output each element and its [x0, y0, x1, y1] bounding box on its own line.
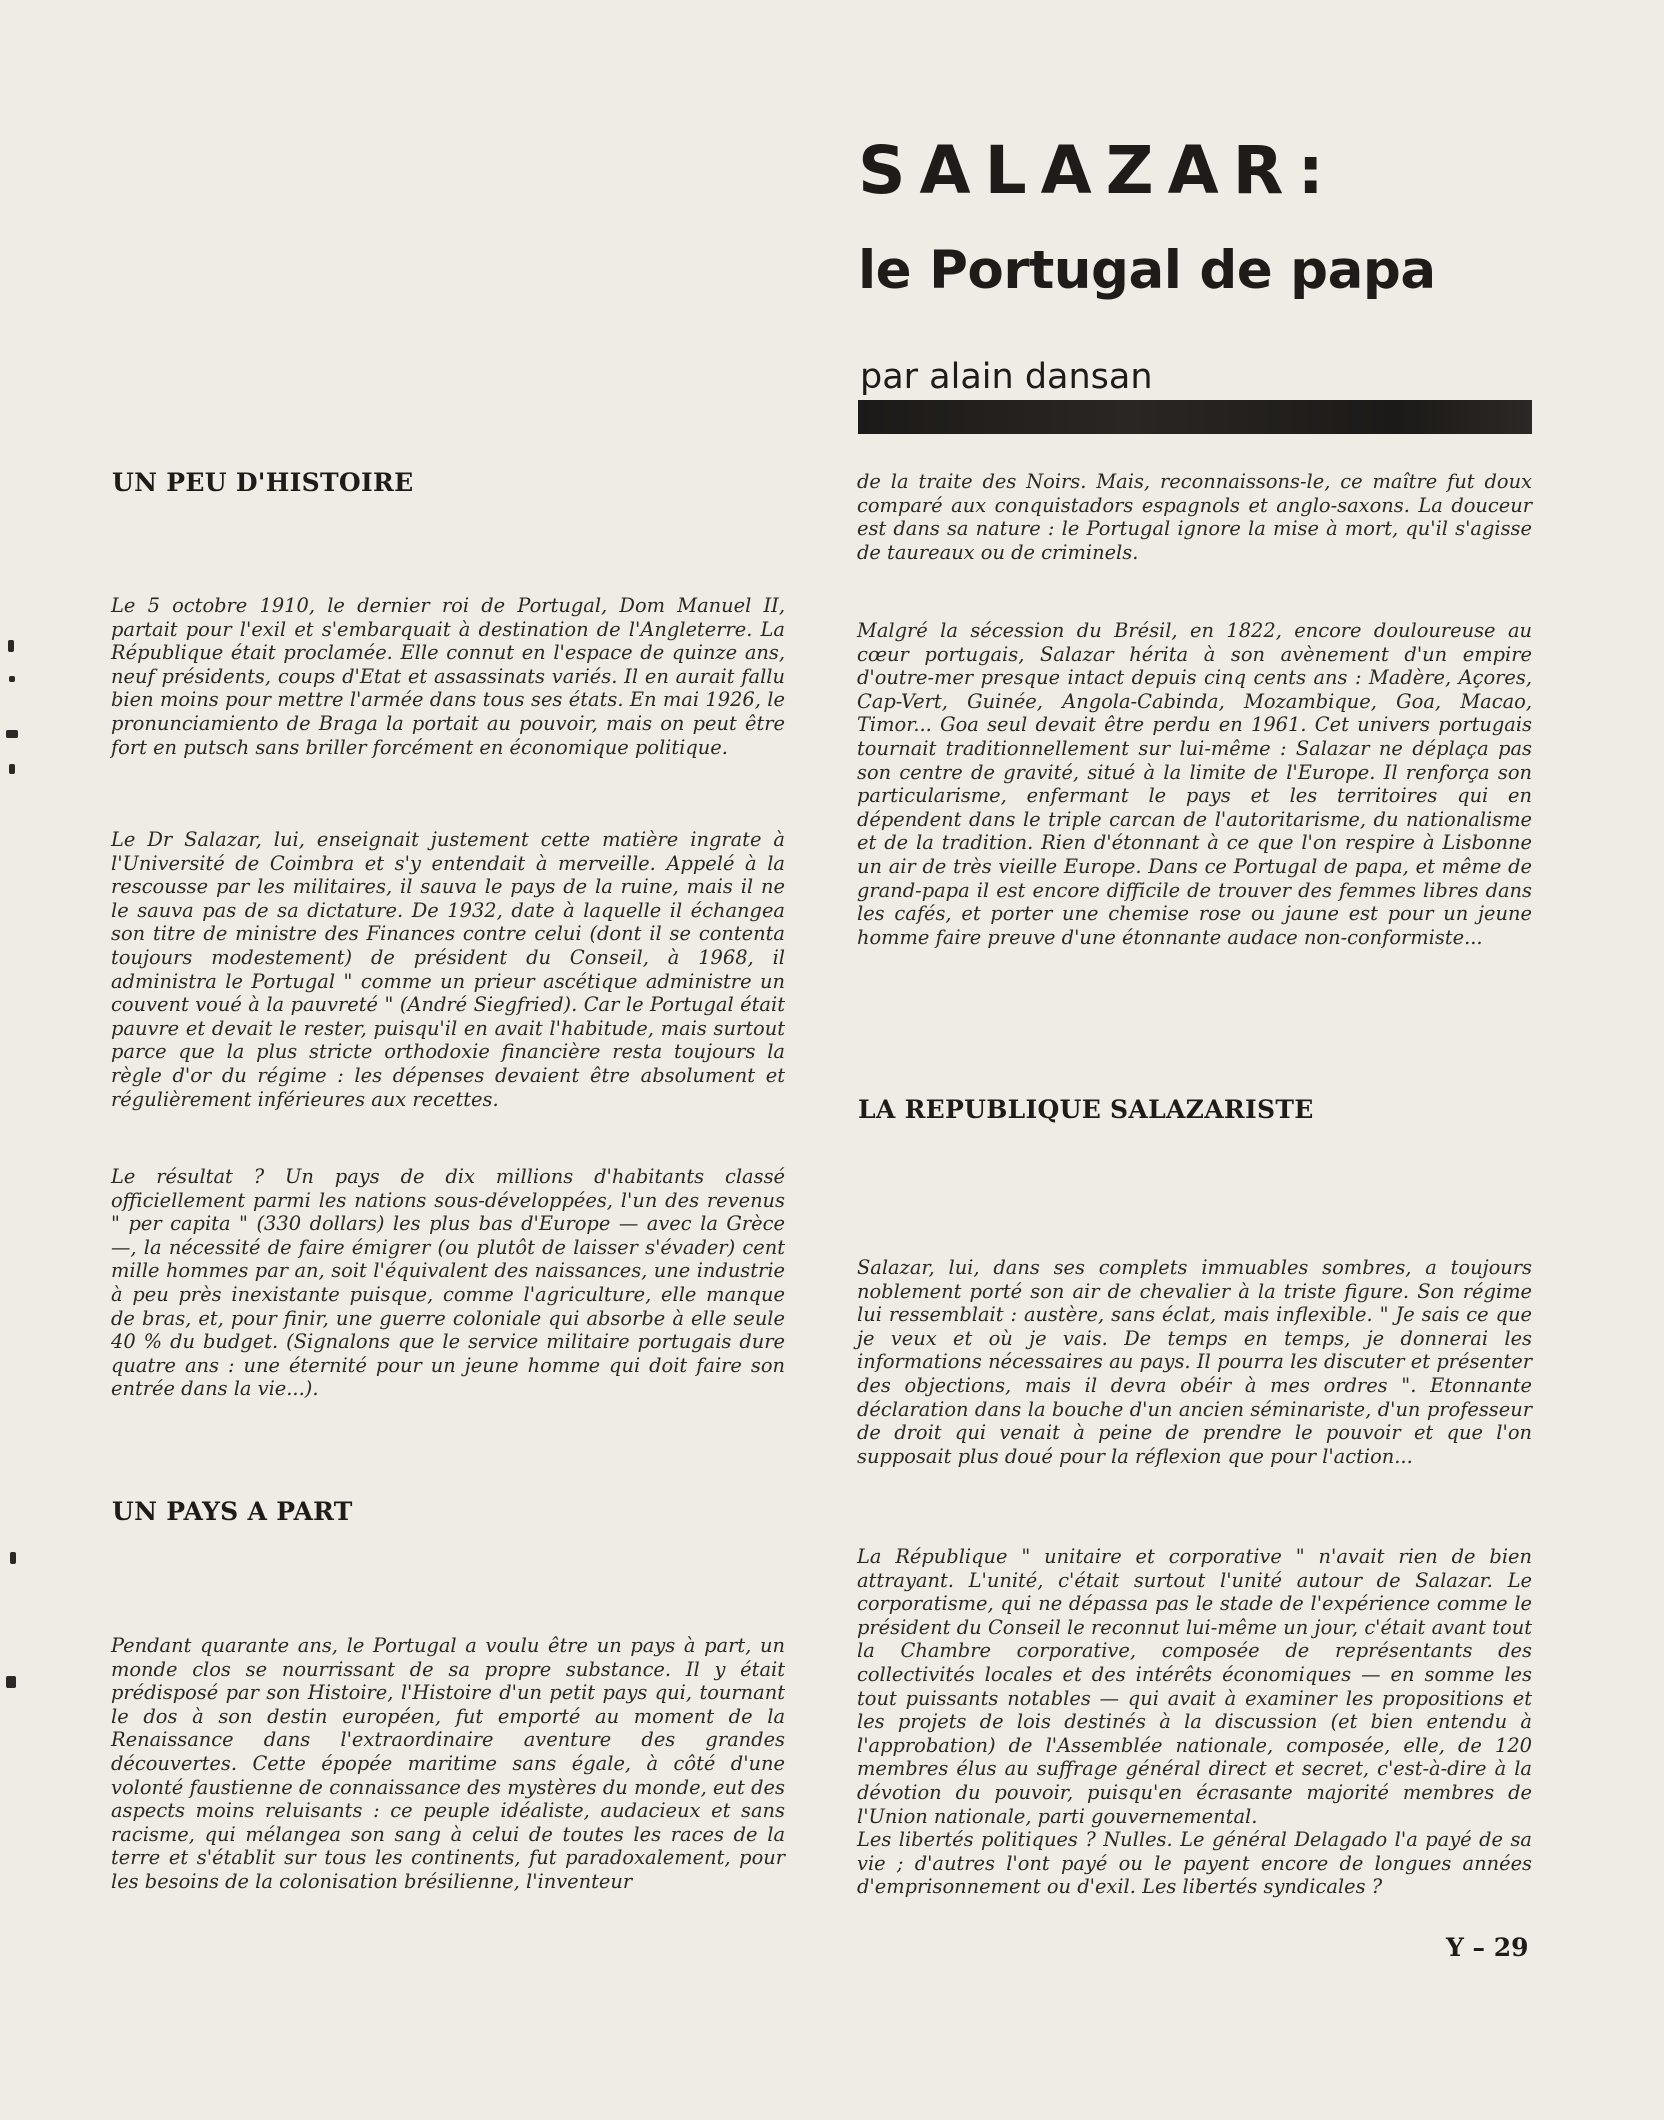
article-subtitle: le Portugal de papa	[858, 240, 1436, 301]
margin-mark	[10, 1552, 16, 1564]
title-rule	[858, 400, 1532, 434]
paragraph-republique-1: Salazar, lui, dans ses complets immuables sombres, a toujours noblement porté son air de chevalier à la triste figure. Son régime lui ressemblait : austère, sans éclat, mais inflexible. " Je sais ce que je veux et où je vais. De temps en temps, je donnerai les informations nécessaires au pays. Il pourra les discuter et présenter des objections, mais il devra obéir à mes ordres ". Etonnante déclaration dans la bouche d'un ancien séminariste, d'un professeur de droit qui venait à peine de prendre le pouvoir et que l'on supposait plus doué pour la réflexion que pour l'action...	[857, 1256, 1532, 1468]
paragraph-republique-2: La République " unitaire et corporative " n'avait rien de bien attrayant. L'unité, c'était surtout l'unité autour de Salazar. Le corporatisme, qui ne dépassa pas le stade de l'expérience comme le président du Conseil le reconnut lui-même un jour, c'était avant tout la Chambre corporative, composée de représentants des collectivités locales et des intérêts économiques — en somme les tout puissants notables — qui avait à examiner les propositions et les projets de lois destinés à la discussion (et bien entendu à l'approbation) de l'Assemblée nationale, composée, elle, de 120 membres élus au suffrage général direct et secret, c'est-à-dire à la dévotion du pouvoir, puisqu'en écrasante majorité membres de l'Union nationale, parti gouvernemental.	[857, 1545, 1532, 1828]
margin-mark	[6, 1676, 16, 1688]
article-byline: par alain dansan	[860, 357, 1153, 397]
margin-mark	[9, 676, 15, 682]
paragraph-republique-3: Les libertés politiques ? Nulles. Le général Delagado l'a payé de sa vie ; d'autres l'ont payé ou le payent encore de longues années d'emprisonnement ou d'exil. Les libertés syndicales ?	[857, 1828, 1532, 1899]
margin-mark	[8, 640, 14, 652]
paragraph-pays-1: Pendant quarante ans, le Portugal a voulu être un pays à part, un monde clos se nourrissant de sa propre substance. Il y était prédisposé par son Histoire, l'Histoire d'un petit pays qui, tournant le dos à son destin européen, fut emporté au moment de la Renaissance dans l'extraordinaire aventure des grandes découvertes. Cette épopée maritime sans égale, à côté d'une volonté faustienne de connaissance des mystères du monde, eut des aspects moins reluisants : ce peuple idéaliste, audacieux et sans racisme, qui mélangea son sang à celui de toutes les races de la terre et s'établit sur tous les continents, fut paradoxalement, pour les besoins de la colonisation brésilienne, l'inventeur	[111, 1634, 785, 1893]
heading-republique: LA REPUBLIQUE SALAZARISTE	[858, 1095, 1314, 1124]
article-title: SALAZAR:	[858, 132, 1338, 209]
paragraph-histoire-3: Le résultat ? Un pays de dix millions d'habitants classé officiellement parmi les nations sous-développées, l'un des revenus " per capita " (330 dollars) les plus bas d'Europe — avec la Grèce —, la nécessité de faire émigrer (ou plutôt de laisser s'évader) cent mille hommes par an, soit l'équivalent des naissances, une industrie à peu près inexistante puisque, comme l'agriculture, elle manque de bras, et, pour finir, une guerre coloniale qui absorbe à elle seule 40 % du budget. (Signalons que le service militaire portugais dure quatre ans : une éternité pour un jeune homme qui doit faire son entrée dans la vie...).	[111, 1165, 785, 1401]
paragraph-histoire-2: Le Dr Salazar, lui, enseignait justement cette matière ingrate à l'Université de Coimbra et s'y entendait à merveille. Appelé à la rescousse par les militaires, il sauva le pays de la ruine, mais il ne le sauva pas de sa dictature. De 1932, date à laquelle il échangea son titre de ministre des Finances contre celui (dont il se contenta toujours modestement) de président du Conseil, à 1968, il administra le Portugal " comme un prieur ascétique administre un couvent voué à la pauvreté " (André Siegfried). Car le Portugal était pauvre et devait le rester, puisqu'il en avait l'habitude, mais surtout parce que la plus stricte orthodoxie financière resta toujours la règle d'or du régime : les dépenses devaient être absolument et régulièrement inférieures aux recettes.	[111, 828, 785, 1111]
margin-mark	[9, 764, 15, 774]
page-number: Y – 29	[1446, 1933, 1529, 1962]
heading-histoire: UN PEU D'HISTOIRE	[112, 468, 414, 497]
paragraph-pays-3: Malgré la sécession du Brésil, en 1822, encore douloureuse au cœur portugais, Salazar hérita à son avènement d'un empire d'outre-mer presque intact depuis cinq cents ans : Madère, Açores, Cap-Vert, Guinée, Angola-Cabinda, Mozambique, Goa, Macao, Timor... Goa seul devait être perdu en 1961. Cet univers portugais tournait traditionnellement sur lui-même : Salazar ne déplaça pas son centre de gravité, situé à la limite de l'Europe. Il renforça son particularisme, enfermant le pays et les territoires qui en dépendent dans le triple carcan de l'autoritarisme, du nationalisme et de la tradition. Rien d'étonnant à ce que l'on respire à Lisbonne un air de très vieille Europe. Dans ce Portugal de papa, et même de grand-papa il est encore difficile de trouver des femmes libres dans les cafés, et porter une chemise rose ou jaune est pour un jeune homme faire preuve d'une étonnante audace non-conformiste...	[857, 619, 1532, 949]
margin-mark	[6, 730, 18, 738]
paragraph-histoire-1: Le 5 octobre 1910, le dernier roi de Portugal, Dom Manuel II, partait pour l'exil et s'embarquait à destination de l'Angleterre. La République était proclamée. Elle connut en l'espace de quinze ans, neuf présidents, coups d'Etat et assassinats variés. Il en aurait fallu bien moins pour mettre l'armée dans tous ses états. En mai 1926, le pronunciamiento de Braga la portait au pouvoir, mais on peut être fort en putsch sans briller forcément en économique politique.	[111, 594, 785, 759]
paragraph-pays-2: de la traite des Noirs. Mais, reconnaissons-le, ce maître fut doux comparé aux conquistadors espagnols et anglo-saxons. La douceur est dans sa nature : le Portugal ignore la mise à mort, qu'il s'agisse de taureaux ou de criminels.	[857, 470, 1532, 564]
heading-pays: UN PAYS A PART	[112, 1497, 353, 1526]
